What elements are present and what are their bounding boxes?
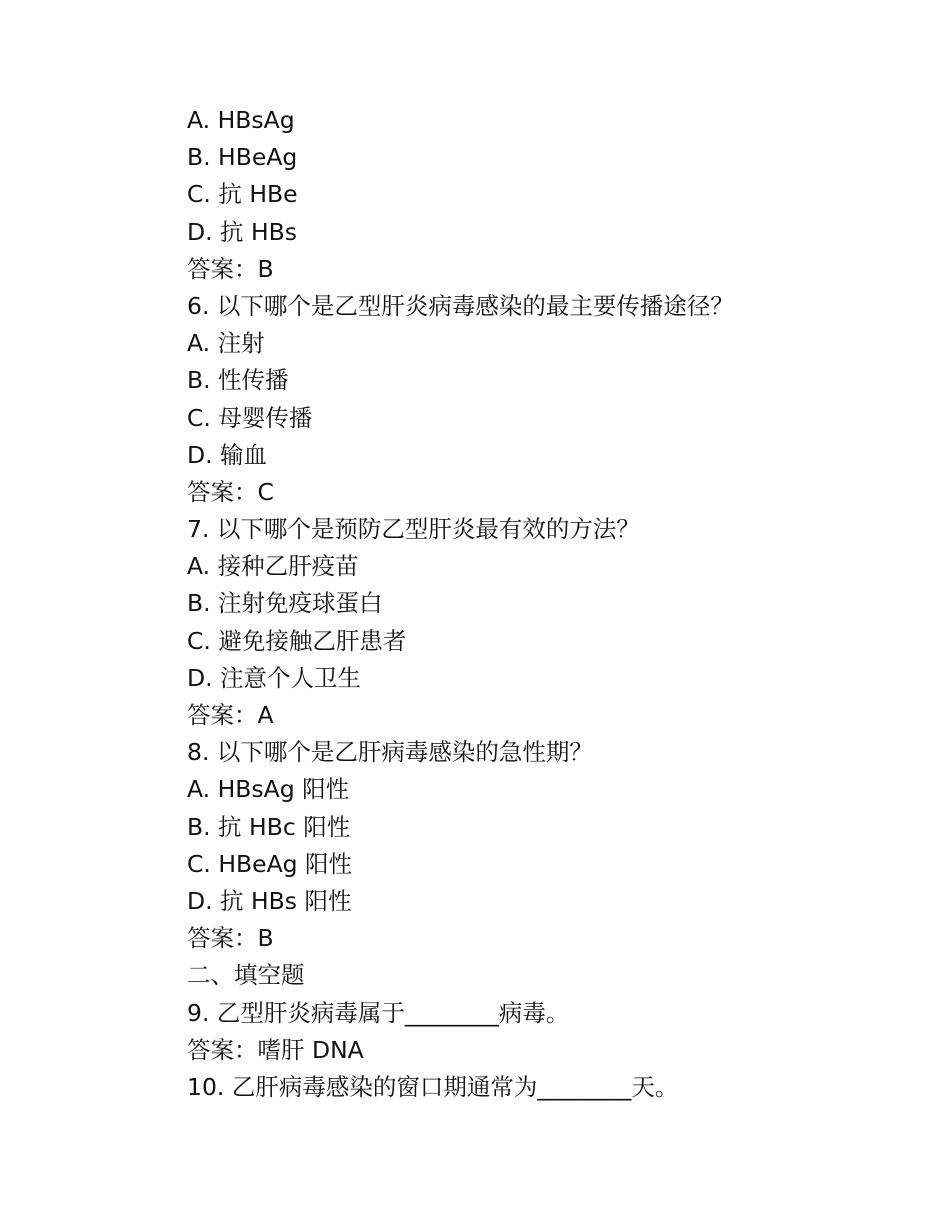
answer-6: 答案：C <box>187 477 274 506</box>
answer-7: 答案：A <box>187 701 274 729</box>
q8-option-c: C. HBeAg 阳性 <box>187 849 353 878</box>
q8-option-a: A. HBsAg 阳性 <box>187 775 350 804</box>
answer-5: 答案：B <box>187 254 274 283</box>
q7-option-a: A. 接种乙肝疫苗 <box>187 552 359 581</box>
question-6: 6. 以下哪个是乙型肝炎病毒感染的最主要传播途径？ <box>187 291 734 320</box>
q6-option-d: D. 输血 <box>187 440 268 469</box>
document-page <box>187 102 887 1106</box>
q6-option-a: A. 注射 <box>187 329 265 358</box>
section-heading: 二、填空题 <box>187 961 305 990</box>
option-a: A. HBsAg <box>187 106 295 134</box>
q7-option-c: C. 避免接触乙肝患者 <box>187 626 407 655</box>
question-10: 10. 乙肝病毒感染的窗口期通常为________天。 <box>187 1072 679 1101</box>
q7-option-b: B. 注射免疫球蛋白 <box>187 589 383 618</box>
q8-option-d: D. 抗 HBs 阳性 <box>187 886 352 915</box>
option-b: B. HBeAg <box>187 143 298 172</box>
q6-option-c: C. 母婴传播 <box>187 403 313 432</box>
q8-option-b: B. 抗 HBc 阳性 <box>187 812 351 841</box>
answer-9: 答案：嗜肝 DNA <box>187 1035 364 1064</box>
q7-option-d: D. 注意个人卫生 <box>187 663 362 692</box>
q6-option-b: B. 性传播 <box>187 366 289 395</box>
answer-8: 答案：B <box>187 924 274 953</box>
question-9: 9. 乙型肝炎病毒属于________病毒。 <box>187 998 570 1027</box>
question-8: 8. 以下哪个是乙肝病毒感染的急性期？ <box>187 738 593 767</box>
question-7: 7. 以下哪个是预防乙型肝炎最有效的方法？ <box>187 515 640 544</box>
option-c: C. 抗 HBe <box>187 180 298 209</box>
option-d: D. 抗 HBs <box>187 217 298 246</box>
